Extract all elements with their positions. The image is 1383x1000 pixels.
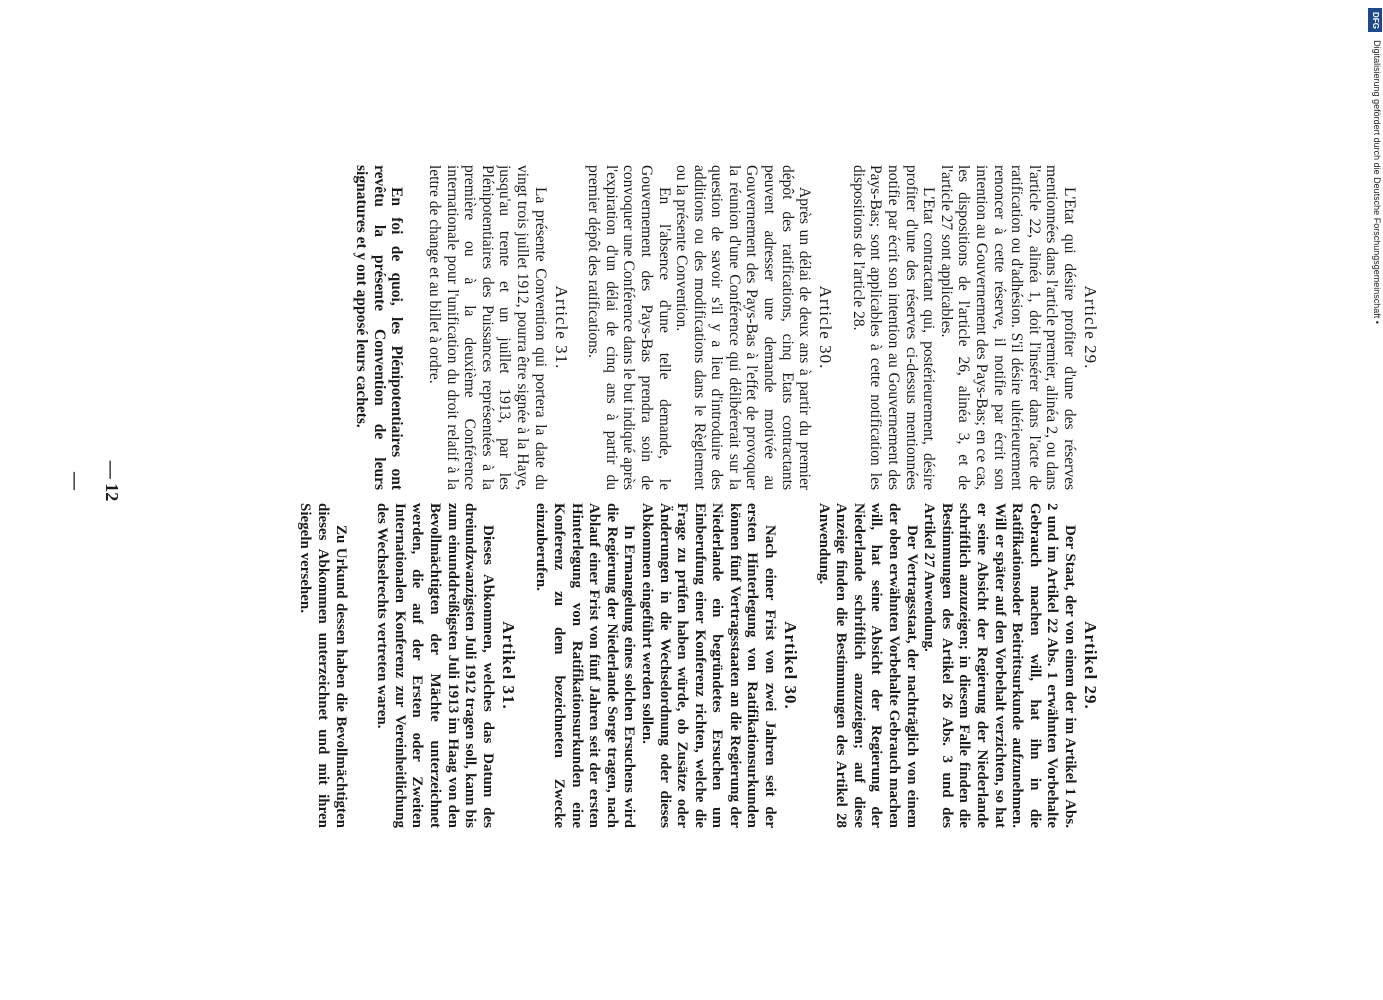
article-30-de xyxy=(532,503,800,828)
article-paragraph: L'Etat contractant qui, postérieurement, désire profiter d'une des réserves ci-dessus mentionnées notifie par écrit son intention au Gouvernement des Pays-Bas; sont applicables à cette notification les dispositions de l'article 28. xyxy=(849,165,938,490)
article-heading: Article 29. xyxy=(1081,285,1100,370)
article-heading: Article 30. xyxy=(816,285,836,370)
article-paragraph: Der Vertragsstaat, der nachträglich von einem der oben erwähnten Vorbehalte Gebrauch machen will, hat seine Absicht der Regierung der Niederlande schriftlich anzuzeigen; auf diese Anzeige finden die Bestimmungen des Artikel 28 Anwendung. xyxy=(815,503,920,828)
article-30-fr xyxy=(585,165,836,490)
digitization-credit: Digitalisierung gefördert durch die Deutsche Forschungsgemeinschaft • xyxy=(1372,40,1382,324)
article-paragraph: Nach einer Frist von zwei Jahren seit der ersten Hinterlegung von Ratifikationsurkunden können fünf Vertragsstaaten an die Regierung der Niederlande ein begründetes Ersuchen um Einberufung einer Konferenz richten, welche die Frage zu prüfen haben würde, ob Zusätze oder Änderungen in die Wechselordnung oder dieses Abkommen eingeführt werden sollen. xyxy=(638,503,779,828)
article-paragraph: L'Etat qui désire profiter d'une des réserves mentionnées dans l'article premier, alinéa 2, ou dans l'article 22, alinéa 1, doit l'insérer dans l'acte de ratification ou d'adhésion. S'il désire ultérieurement renoncer à cette réserve, il notifie par écrit son intention au Gouvernement des Pays-Bas; en ce cas, les dispositions de l'article 26, alinéa 3, et de l'article 27 sont applicables. xyxy=(937,165,1078,490)
article-31-fr xyxy=(425,165,570,490)
article-paragraph: Der Staat, der von einem der im Artikel 1 Abs. 2 und im Artikel 22 Abs. 1 erwähnten Vorbehalte Gebrauch machen will, hat ihn in die Ratifikationsoder Beitrittsurkunde aufzunehmen. Will er später auf den Vorbehalt verzichten, so hat er seine Absicht der Regierung der Niederlande schriftlich anzuzeigen; in diesem Falle finden die Bestimmungen des Artikel 26 Abs. 3 und des Artikel 27 Anwendung. xyxy=(921,503,1078,828)
page-number: — 12 — xyxy=(66,460,122,502)
article-29-de xyxy=(814,503,1100,828)
document-page xyxy=(138,165,1228,828)
article-paragraph: En l'absence d'une telle demande, le Gouvernement des Pays-Bas prendra soin de convoquer une Conférence dans le but indiqué après l'expiration d'un délai de cinq ans à partir du premier dépôt des ratifications. xyxy=(585,165,673,490)
article-paragraph: Après un délai de deux ans à partir du premier dépôt des ratifications, cinq Etats contractants peuvent adresser une demande motivée au Gouvernement des Pays-Bas à l'effet de provoquer la réunion d'une Conférence qui délibérerait sur la question de savoir s'il y a lieu d'introduire des additions ou des modifications dans le Règlement ou la présente Convention. xyxy=(673,165,814,490)
article-paragraph: La présente Convention qui portera la date du vingt trois juillet 1912, pourra être signée à la Haye, jusqu'au trente et un juillet 1913, par les Plénipotentiaires des Puissances représentées à la première ou à la deuxième Conférence internationale pour l'unification du droit relatif à la lettre de change et au billet à ordre. xyxy=(426,165,549,490)
article-heading: Artikel 31. xyxy=(498,621,518,710)
article-heading: Artikel 30. xyxy=(781,621,801,710)
article-31-de xyxy=(373,503,518,828)
french-column xyxy=(138,165,1228,490)
dfg-logo-text: DFG xyxy=(1370,11,1380,29)
german-column xyxy=(138,503,1228,828)
article-paragraph: In Ermangelung eines solchen Ersuchens wird die Regierung der Niederlande Sorge tragen, nach Ablauf einer Frist von fünf Jahren seit der ersten Hinterlegung von Ratifikationsurkunden eine Konferenz zu dem bezeichneten Zwecke einzuberufen. xyxy=(533,503,638,828)
closing-statement: Zu Urkund dessen haben die Bevollmächtigten dieses Abkommen unterzeichnet und mit ihren Siegeln versehen. xyxy=(297,503,349,828)
article-29-fr xyxy=(849,165,1100,490)
closing-statement: En foi de quoi, les Plénipotentiaires ont revêtu la présente Convention de leurs signatures et y ont apposé leurs cachets. xyxy=(353,165,406,490)
article-paragraph: Dieses Abkommen, welches das Datum des dreiundzwanzigsten Juli 1912 tragen soll, kann bis zum einunddreißigsten Juli 1913 im Haag von den Bevollmächtigten der Mächte unterzeichnet werden, die auf der Ersten oder Zweiten Internationalen Konferenz zur Vereinheitlichung des Wechselrechts vertreten waren. xyxy=(374,503,496,828)
article-heading: Artikel 29. xyxy=(1081,621,1100,710)
article-heading: Article 31. xyxy=(551,285,571,370)
